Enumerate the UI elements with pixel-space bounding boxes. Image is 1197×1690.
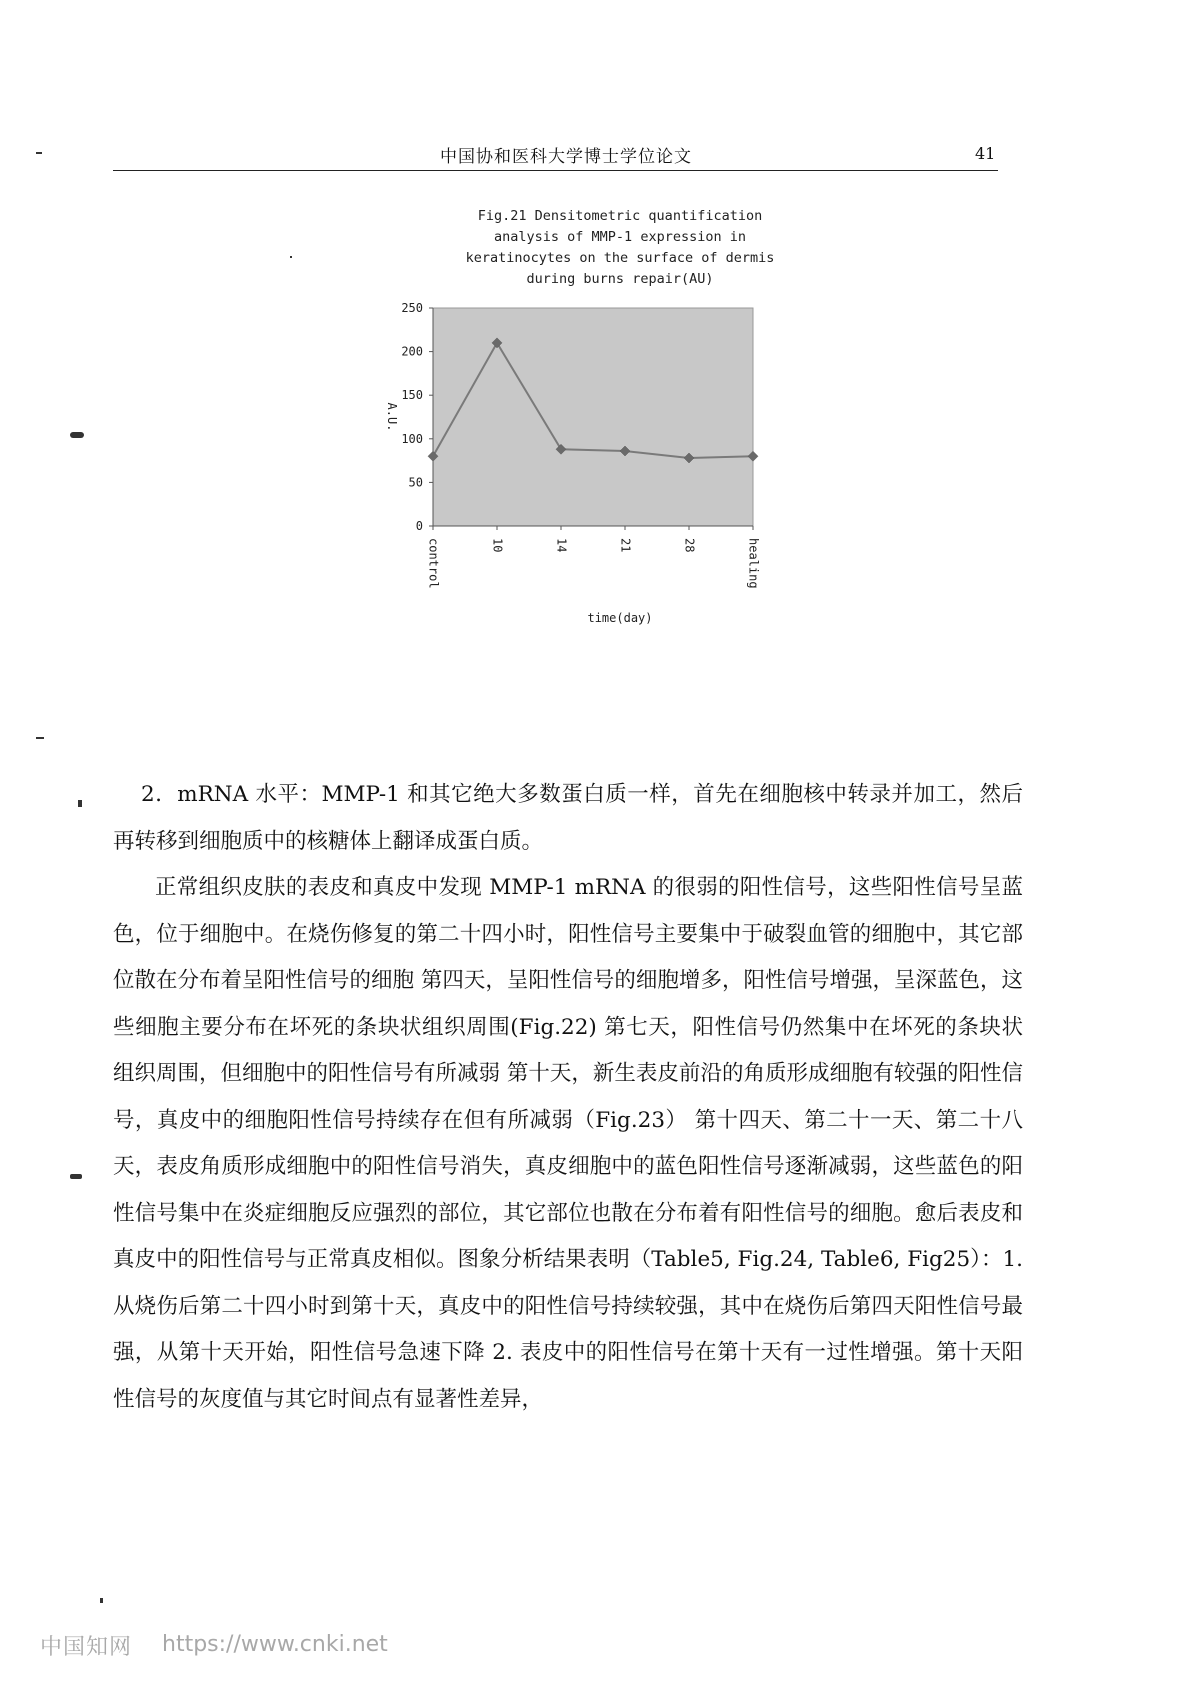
scan-speck [290, 256, 292, 258]
footer-brand: 中国知网 [40, 1635, 133, 1660]
x-tick-label: 28 [682, 538, 697, 553]
x-tick-label: 10 [490, 538, 505, 553]
y-tick-label: 150 [401, 388, 423, 403]
plot-area [433, 308, 753, 526]
x-tick-label: healing [746, 538, 761, 589]
header-title: 中国协和医科大学博士学位论文 [440, 147, 692, 167]
y-tick-label: 0 [415, 519, 423, 533]
y-tick-label: 200 [401, 344, 423, 359]
footer-url: https://www.cnki.net [162, 1632, 388, 1657]
scan-speck [36, 152, 42, 154]
scan-speck [70, 1174, 82, 1179]
x-tick-label: 14 [554, 538, 569, 553]
x-axis-label: time(day) [587, 611, 653, 625]
x-tick-label: control [426, 538, 441, 589]
scan-speck [78, 800, 82, 807]
page-number: 41 [975, 144, 996, 163]
caption-line: keratinocytes on the surface of dermis [465, 250, 775, 266]
header-rule [113, 170, 998, 171]
caption-line: analysis of MMP-1 expression in [494, 229, 746, 245]
figure-caption [430, 206, 810, 290]
paragraph: 2．mRNA 水平：MMP-1 和其它绝大多数蛋白质一样，首先在细胞核中转录并加工，然后再转移到细胞质中的核糖体上翻译成蛋白质。 [113, 782, 1023, 854]
y-tick-label: 100 [401, 431, 423, 446]
caption-line: during burns repair(AU) [526, 271, 714, 287]
line-chart [380, 301, 800, 650]
y-tick-label: 50 [408, 475, 423, 490]
y-tick-label: 250 [401, 301, 423, 315]
caption-line: Fig.21 Densitometric quantification [477, 208, 763, 224]
x-tick-label: 21 [618, 538, 633, 553]
body-text [113, 772, 1023, 1423]
paragraph: 正常组织皮肤的表皮和真皮中发现 MMP-1 mRNA 的很弱的阳性信号，这些阳性信号呈蓝色，位于细胞中。在烧伤修复的第二十四小时，阳性信号主要集中于破裂血管的细胞中，其它部位散在分布着呈阳性信号的细胞 第四天，呈阳性信号的细胞增多，阳性信号增强，呈深蓝色，这些细胞主要分布在坏死的条块状组织周围(Fig.22) 第七天，阳性信号仍然集中在坏死的条块状组织周围，但细胞中的阳性信号有所减弱 第十天，新生表皮前沿的角质形成细胞有较强的阳性信号，真皮中的细胞阳性信号持续存在但有所减弱（Fig.23） 第十四天、第二十一天、第二十八天，表皮角质形成细胞中的阳性信号消失，真皮细胞中的蓝色阳性信号逐渐减弱，这些蓝色的阳性信号集中在炎症细胞反应强烈的部位，其它部位也散在分布着有阳性信号的细胞。愈后表皮和真皮中的阳性信号与正常真皮相似。图象分析结果表明（Table5, Fig.24, Table6, Fig25）：1. 从烧伤后第二十四小时到第十天，真皮中的阳性信号持续较强，其中在烧伤后第四天阳性信号最强，从第十天开始，阳性信号急速下降 2. 表皮中的阳性信号在第十天有一过性增强。第十天阳性信号的灰度值与其它时间点有显著性差异， [113, 875, 1023, 1412]
y-axis-label: A.U. [385, 402, 399, 432]
scan-speck [70, 432, 84, 438]
scan-speck [36, 737, 44, 739]
scan-speck [100, 1598, 103, 1603]
